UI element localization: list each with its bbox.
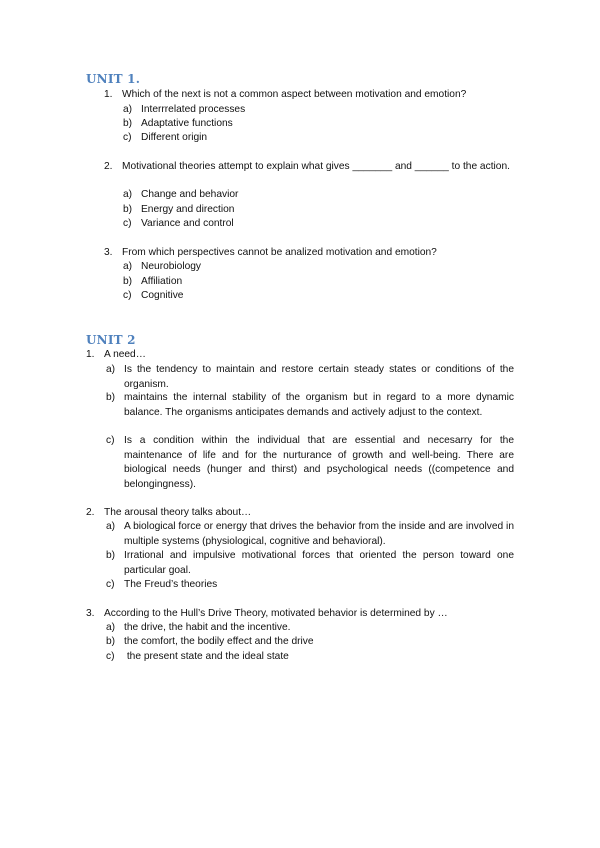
unit-2-question-1-option-a [106, 363, 514, 392]
question-number: 3. [86, 608, 95, 619]
option-letter: c) [123, 132, 132, 143]
question-number: 2. [104, 161, 113, 172]
option-text: Neurobiology [141, 261, 202, 272]
unit-1-question-3-option-c [123, 289, 514, 304]
option-text: Is a condition within the individual that are essential and necesarry for the maintenance of life and for the nurturance of growth and well-being. There are biological needs (hunger and thirst) and psychological needs ((competence and belongingness). [124, 435, 514, 490]
unit-2-question-1-option-c [106, 434, 514, 492]
unit-1-question-2-option-c [123, 217, 514, 232]
unit-1-question-3-option-b [123, 275, 514, 290]
unit-2-question-2-option-a [106, 520, 514, 549]
option-text: The Freud’s theories [124, 579, 218, 590]
unit-1-title: UNIT 1. [86, 72, 141, 86]
option-letter: a) [106, 622, 116, 633]
option-letter: c) [106, 651, 115, 662]
unit-2-question-2 [86, 506, 514, 521]
option-letter: a) [123, 261, 133, 272]
option-text: Different origin [141, 132, 208, 143]
unit-1-question-1-option-b [123, 117, 514, 132]
unit-2-question-3-option-c [106, 650, 514, 665]
unit-2-question-1 [86, 348, 514, 363]
option-letter: c) [123, 218, 132, 229]
question-number: 1. [104, 89, 113, 100]
unit-1-question-1-option-a [123, 103, 514, 118]
option-text: A biological force or energy that drives the behavior from the inside and are involved in multiple systems (physiological, cognitive and behavioral). [124, 521, 514, 547]
unit-1-question-2-option-b [123, 203, 514, 218]
option-text: Is the tendency to maintain and restore certain steady states or conditions of the organism. [124, 364, 514, 390]
unit-2-title: UNIT 2 [86, 333, 136, 347]
option-letter: b) [123, 118, 133, 129]
unit-2-question-1-option-b [106, 391, 514, 435]
question-number: 3. [104, 247, 113, 258]
question-text: Motivational theories attempt to explain what gives _______ and ______ to the action. [122, 161, 510, 172]
option-text: Affiliation [141, 276, 183, 287]
question-number: 1. [86, 349, 95, 360]
option-text: the comfort, the bodily effect and the drive [124, 636, 314, 647]
option-text: maintains the internal stability of the organism but in regard to a more dynamic balance. The organisms anticipates demands and actively adjust to the context. [124, 392, 514, 418]
option-text: the present state and the ideal state [124, 651, 289, 662]
unit-2-question-3-option-b [106, 635, 514, 650]
question-text: From which perspectives cannot be analized motivation and emotion? [122, 247, 437, 258]
option-text: Irrational and impulsive motivational forces that oriented the person toward one particular goal. [124, 550, 514, 576]
option-text: Adaptative functions [141, 118, 233, 129]
option-letter: a) [106, 364, 116, 375]
unit-1-question-1-option-c [123, 131, 514, 146]
unit-1-question-2-option-a [123, 188, 514, 203]
option-text: Change and behavior [141, 189, 239, 200]
unit-2-question-3-option-a [106, 621, 514, 636]
question-text: The arousal theory talks about… [104, 507, 252, 518]
unit-2-question-3 [86, 607, 514, 622]
option-text: Variance and control [141, 218, 234, 229]
option-letter: c) [106, 435, 115, 446]
option-text: Energy and direction [141, 204, 235, 215]
option-letter: b) [106, 550, 116, 561]
unit-2-question-2-option-c [106, 578, 514, 593]
option-letter: b) [123, 204, 133, 215]
option-letter: a) [123, 104, 133, 115]
question-text: Which of the next is not a common aspect between motivation and emotion? [122, 89, 467, 100]
option-letter: c) [106, 579, 115, 590]
option-letter: b) [106, 636, 116, 647]
unit-2-question-2-option-b [106, 549, 514, 578]
question-text: According to the Hull’s Drive Theory, motivated behavior is determined by … [104, 608, 448, 619]
question-text: A need… [104, 349, 146, 360]
option-text: Interrrelated processes [141, 104, 246, 115]
option-letter: b) [123, 276, 133, 287]
unit-1-question-3 [104, 246, 514, 261]
option-text: the drive, the habit and the incentive. [124, 622, 291, 633]
option-letter: a) [106, 521, 116, 532]
option-letter: b) [106, 392, 116, 403]
question-number: 2. [86, 507, 95, 518]
option-letter: c) [123, 290, 132, 301]
unit-1-question-2 [104, 160, 514, 190]
option-text: Cognitive [141, 290, 184, 301]
unit-1-question-3-option-a [123, 260, 514, 275]
unit-1-question-1 [104, 88, 514, 103]
option-letter: a) [123, 189, 133, 200]
